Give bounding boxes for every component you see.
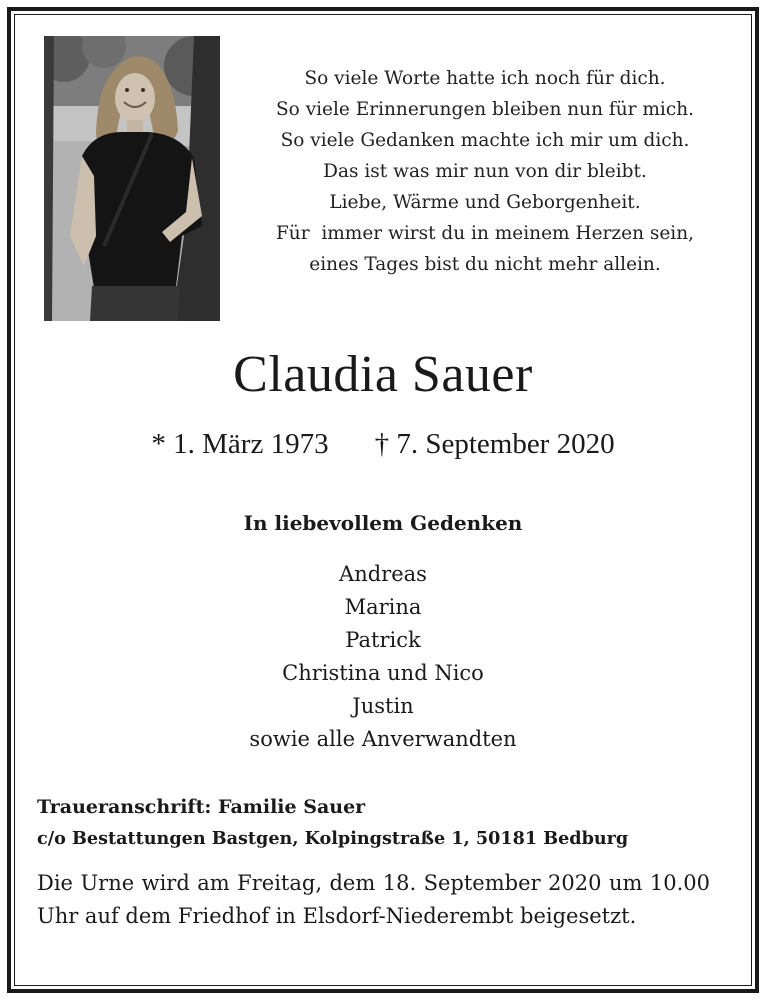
- portrait-photo: [44, 36, 220, 321]
- mourner: Christina und Nico: [282, 661, 484, 685]
- mourners-list: [0, 558, 766, 756]
- address-line-2: c/o Bestattungen Bastgen, Kolpingstraße 1, 50181 Bedburg: [37, 828, 629, 849]
- deceased-name: Claudia Sauer: [233, 346, 533, 403]
- poem-line: Liebe, Wärme und Geborgenheit.: [329, 192, 641, 213]
- mourning-address: [37, 792, 737, 854]
- mourner: sowie alle Anverwandten: [249, 727, 517, 751]
- poem-line: eines Tages bist du nicht mehr allein.: [309, 254, 661, 275]
- poem-line: So viele Gedanken machte ich mir um dich.: [280, 130, 690, 151]
- death-date: † 7. September 2020: [374, 428, 615, 460]
- mourner: Patrick: [345, 628, 421, 652]
- mourner: Marina: [344, 595, 422, 619]
- address-line-1: Traueranschrift: Familie Sauer: [37, 796, 366, 818]
- poem-line: So viele Erinnerungen bleiben nun für mich.: [276, 99, 694, 120]
- burial-notice: Die Urne wird am Freitag, dem 18. September 2020 um 10.00 Uhr auf dem Friedhof in Elsdorf-Niederembt beigesetzt.: [37, 871, 710, 928]
- poem: [240, 63, 730, 280]
- poem-line: Das ist was mir nun von dir bleibt.: [323, 161, 647, 182]
- poem-line: So viele Worte hatte ich noch für dich.: [304, 68, 666, 89]
- birth-date: * 1. März 1973: [151, 428, 329, 460]
- poem-line: Für immer wirst du in meinem Herzen sein,: [275, 223, 695, 244]
- memory-heading: In liebevollem Gedenken: [243, 511, 523, 535]
- life-dates: [0, 424, 766, 464]
- mourner: Andreas: [339, 562, 427, 586]
- mourner: Justin: [352, 694, 414, 718]
